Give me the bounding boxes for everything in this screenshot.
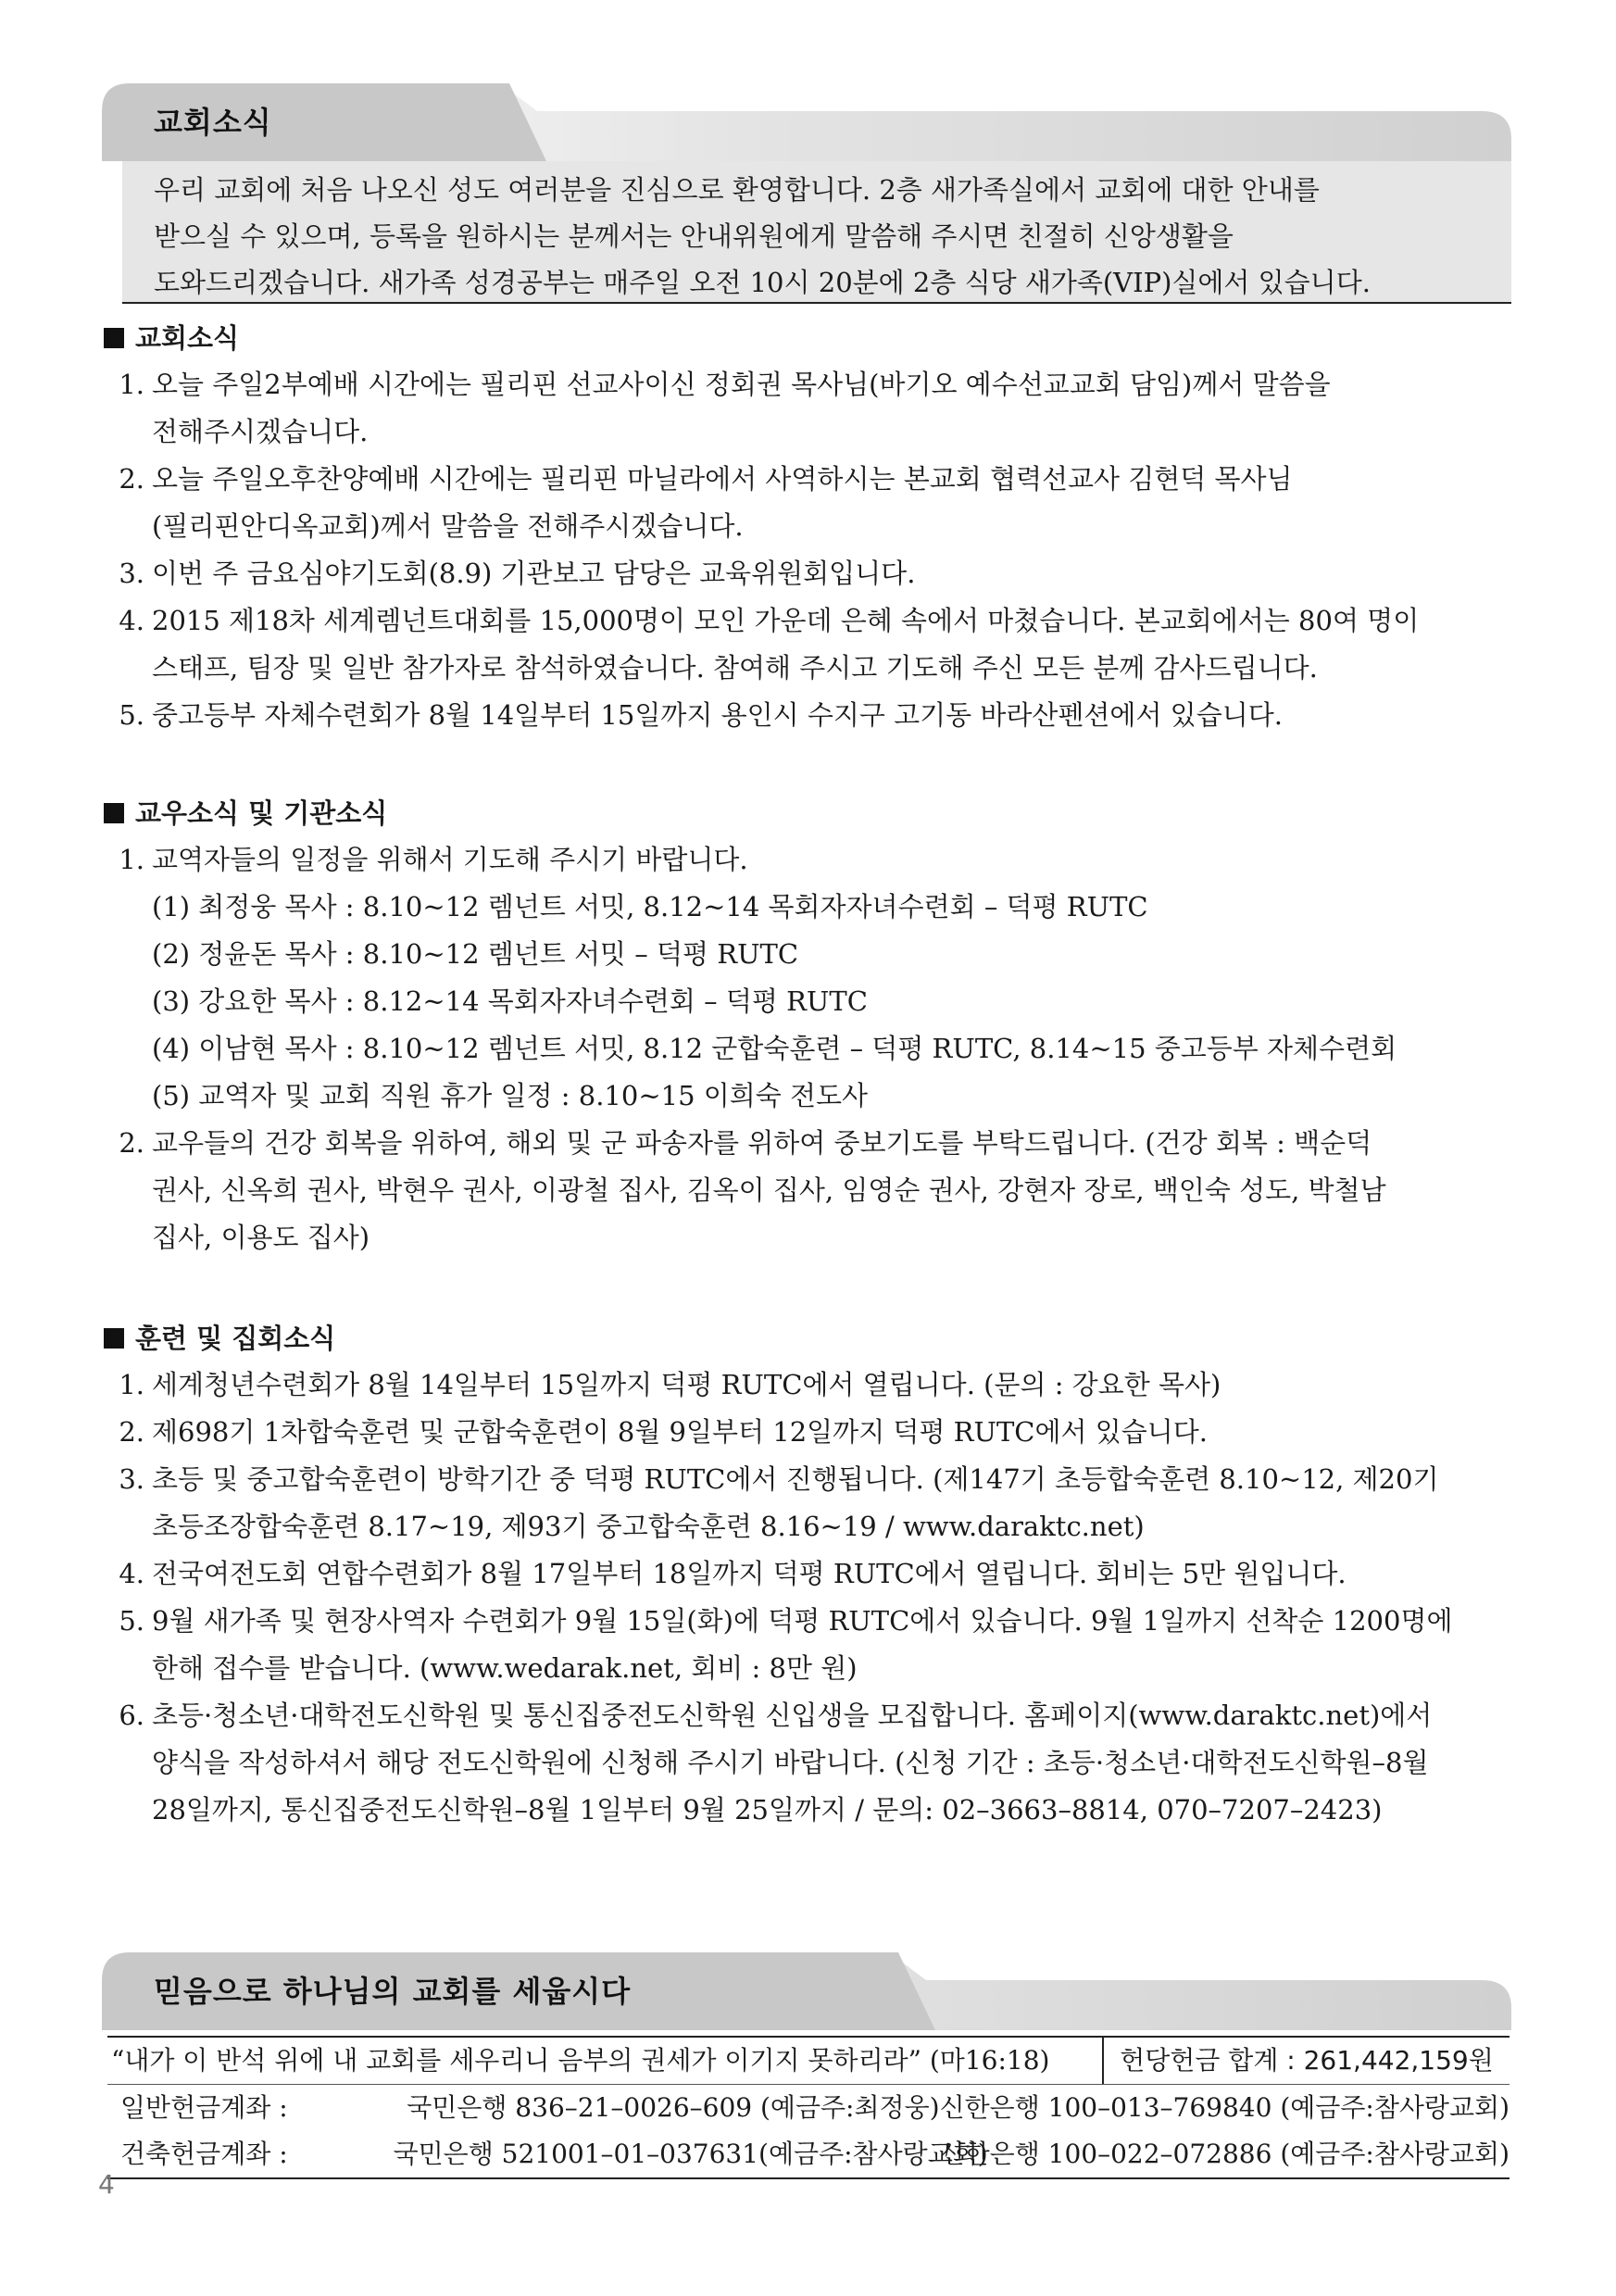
account-kb: 국민은행 521001–01–037631(예금주:참사랑교회)	[393, 2139, 988, 2169]
account-label: 일반헌금계좌 :	[120, 2092, 288, 2123]
schedule-line: (3) 강요한 목사 : 8.12~14 목회자자녀수련회 – 덕평 RUTC	[152, 985, 868, 1017]
schedule-line: (5) 교역자 및 교회 직원 휴가 일정 : 8.10~15 이희숙 전도사	[152, 1080, 869, 1111]
welcome-line: 받으실 수 있으며, 등록을 원하시는 분께서는 안내위원에게 말씀해 주시면 친절히 신앙생활을	[154, 220, 1234, 252]
item-number: 2.	[119, 463, 144, 495]
item-number: 6.	[119, 1700, 144, 1731]
item-number: 1.	[119, 369, 144, 400]
bible-verse: “내가 이 반석 위에 내 교회를 세우리니 음부의 권세가 이기지 못하리라” (마16:18)	[107, 2038, 1104, 2084]
item-number: 2.	[119, 1416, 144, 1448]
welcome-line: 도와드리겠습니다. 새가족 성경공부는 매주일 오전 10시 20분에 2층 식당 새가족(VIP)실에서 있습니다.	[154, 267, 1371, 298]
square-bullet-icon	[104, 803, 124, 823]
item-line: 28일까지, 통신집중전도신학원–8월 1일부터 9월 25일까지 / 문의: 02–3663–8814, 070–7207–2423)	[152, 1794, 1383, 1826]
item-number: 3.	[119, 558, 144, 589]
section-heading	[104, 790, 1530, 836]
account-shinhan: 신한은행 100–013–769840 (예금주:참사랑교회)	[939, 2092, 1510, 2123]
welcome-line: 우리 교회에 처음 나오신 성도 여러분을 진심으로 환영합니다. 2층 새가족실에서 교회에 대한 안내를	[154, 174, 1320, 206]
account-label: 건축헌금계좌 :	[120, 2139, 288, 2169]
section-banner-church-news	[102, 83, 1511, 161]
item-number: 4.	[119, 1558, 144, 1589]
item-line: 9월 새가족 및 현장사역자 수련회가 9월 15일(화)에 덕평 RUTC에서 있습니다. 9월 1일까지 선착순 1200명에	[152, 1605, 1453, 1637]
list-item	[104, 692, 1530, 739]
section-heading-text: 훈련 및 집회소식	[135, 1323, 336, 1354]
section-heading-text: 교우소식 및 기관소식	[135, 797, 388, 829]
page-number: 4	[98, 2169, 115, 2200]
list-item	[104, 1120, 1530, 1261]
item-number: 3.	[119, 1463, 144, 1495]
item-line: 2015 제18차 세계렘넌트대회를 15,000명이 모인 가운데 은혜 속에서 마쳤습니다. 본교회에서는 80여 명이	[152, 605, 1420, 636]
building-offering-total: 헌당헌금 합계 : 261,442,159원	[1120, 2045, 1494, 2076]
list-item	[104, 836, 1530, 884]
item-line: 전해주시겠습니다.	[152, 416, 369, 447]
item-line: 양식을 작성하셔서 해당 전도신학원에 신청해 주시기 바랍니다. (신청 기간 : 초등·청소년·대학전도신학원–8월	[152, 1747, 1429, 1778]
item-line: 세계청년수련회가 8월 14일부터 15일까지 덕평 RUTC에서 열립니다. (문의 : 강요한 목사)	[152, 1369, 1221, 1400]
item-line: 이번 주 금요심야기도회(8.9) 기관보고 담당은 교육위원회입니다.	[152, 558, 916, 589]
account-kb: 국민은행 836–21–0026–609 (예금주:최정웅)	[407, 2092, 940, 2123]
list-item	[104, 1692, 1530, 1834]
banner-shape	[102, 83, 1511, 161]
item-line: 제698기 1차합숙훈련 및 군합숙훈련이 8월 9일부터 12일까지 덕평 RUTC에서 있습니다.	[152, 1416, 1209, 1448]
square-bullet-icon	[104, 1328, 124, 1349]
church-news-section	[104, 315, 1530, 739]
section-heading	[104, 315, 1530, 361]
list-item	[104, 1550, 1530, 1598]
schedule-line: (4) 이남현 목사 : 8.10~12 렘넌트 서밋, 8.12 군합숙훈련 – 덕평 RUTC, 8.14~15 중고등부 자체수련회	[152, 1033, 1397, 1064]
item-number: 5.	[119, 699, 144, 731]
item-line: 초등·청소년·대학전도신학원 및 통신집중전도신학원 신입생을 모집합니다. 홈페이지(www.daraktc.net)에서	[152, 1700, 1433, 1731]
account-shinhan: 신한은행 100–022–072886 (예금주:참사랑교회)	[939, 2139, 1510, 2169]
square-bullet-icon	[104, 328, 124, 348]
item-line: 전국여전도회 연합수련회가 8월 17일부터 18일까지 덕평 RUTC에서 열립니다. 회비는 5만 원입니다.	[152, 1558, 1347, 1589]
item-number: 2.	[119, 1127, 144, 1159]
item-line: 중고등부 자체수련회가 8월 14일부터 15일까지 용인시 수지구 고기동 바라산펜션에서 있습니다.	[152, 699, 1283, 731]
list-item	[104, 550, 1530, 597]
item-line: 교우들의 건강 회복을 위하여, 해외 및 군 파송자를 위하여 중보기도를 부탁드립니다. (건강 회복 : 백순덕	[152, 1127, 1372, 1159]
building-offering-row	[107, 2131, 1510, 2179]
offering-header-row	[107, 2036, 1510, 2085]
list-item	[104, 456, 1530, 550]
list-item	[104, 1456, 1530, 1550]
item-line: 초등 및 중고합숙훈련이 방학기간 중 덕평 RUTC에서 진행됩니다. (제147기 초등합숙훈련 8.10~12, 제20기	[152, 1463, 1439, 1495]
member-news-section	[104, 790, 1530, 1261]
item-line: 오늘 주일2부예배 시간에는 필리핀 선교사이신 정회권 목사님(바기오 예수선교교회 담임)께서 말씀을	[152, 369, 1331, 400]
list-item	[104, 1409, 1530, 1456]
section-banner-building	[102, 1952, 1511, 2030]
section-heading-text: 교회소식	[135, 322, 240, 354]
list-item	[104, 1361, 1530, 1409]
training-news-section	[104, 1315, 1530, 1834]
item-line: 스태프, 팀장 및 일반 참가자로 참석하였습니다. 참여해 주시고 기도해 주신 모든 분께 감사드립니다.	[152, 652, 1318, 684]
list-item	[104, 597, 1530, 692]
item-line: 초등조장합숙훈련 8.17~19, 제93기 중고합숙훈련 8.16~19 / www.daraktc.net)	[152, 1511, 1145, 1542]
item-line: (필리핀안디옥교회)께서 말씀을 전해주시겠습니다.	[152, 510, 744, 542]
item-line: 집사, 이용도 집사)	[152, 1222, 370, 1253]
schedule-line: (2) 정윤돈 목사 : 8.10~12 렘넌트 서밋 – 덕평 RUTC	[152, 938, 799, 970]
item-line: 한해 접수를 받습니다. (www.wedarak.net, 회비 : 8만 원)	[152, 1652, 858, 1684]
item-number: 5.	[119, 1605, 144, 1637]
item-line: 오늘 주일오후찬양예배 시간에는 필리핀 마닐라에서 사역하시는 본교회 협력선교사 김현덕 목사님	[152, 463, 1293, 495]
banner-title: 교회소식	[154, 105, 272, 140]
item-number: 4.	[119, 605, 144, 636]
list-item	[104, 1598, 1530, 1692]
general-offering-row	[107, 2085, 1510, 2131]
schedule-line: (1) 최정웅 목사 : 8.10~12 렘넌트 서밋, 8.12~14 목회자자녀수련회 – 덕평 RUTC	[152, 891, 1148, 922]
item-line: 교역자들의 일정을 위해서 기도해 주시기 바랍니다.	[152, 844, 748, 875]
item-number: 1.	[119, 1369, 144, 1400]
item-number: 1.	[119, 844, 144, 875]
item-line: 권사, 신옥희 권사, 박현우 권사, 이광철 집사, 김옥이 집사, 임영순 권사, 강현자 장로, 백인숙 성도, 박철남	[152, 1174, 1386, 1206]
banner-title: 믿음으로 하나님의 교회를 세웁시다	[154, 1974, 632, 2009]
list-item	[104, 361, 1530, 456]
welcome-box	[122, 161, 1511, 304]
section-heading	[104, 1315, 1530, 1361]
offering-table	[107, 2036, 1510, 2179]
